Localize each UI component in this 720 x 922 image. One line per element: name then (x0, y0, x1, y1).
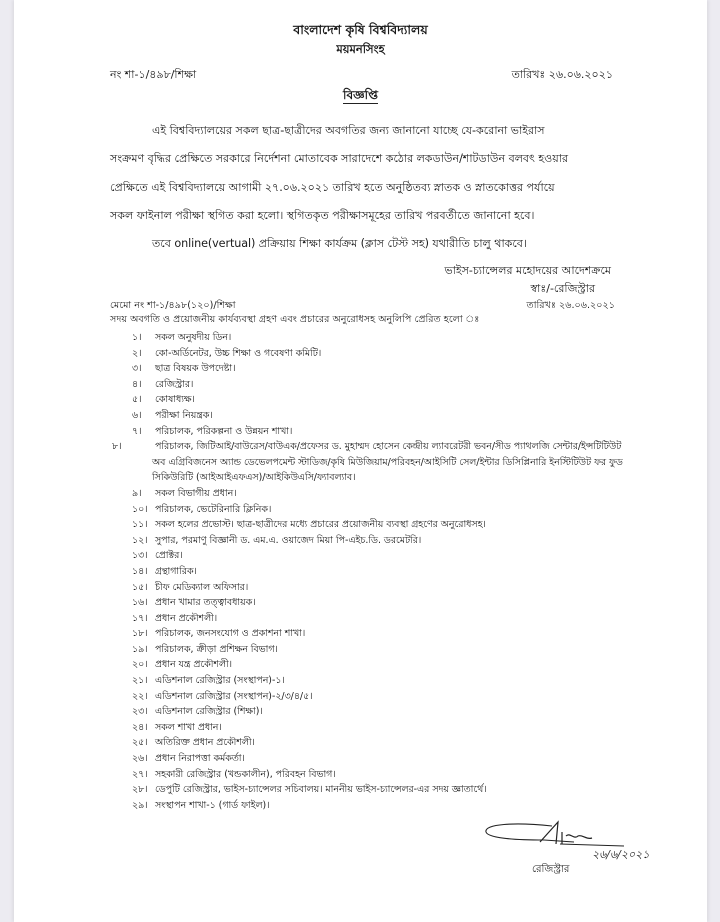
distribution-item-number: ১৬। (132, 597, 148, 609)
signature-date: ২৬/৬/২০২১ (592, 848, 650, 861)
distribution-item-text: প্রধান প্রকৌশলী। (154, 612, 218, 624)
distribution-item (132, 424, 632, 440)
distribution-item-text: গ্রন্থাগারিক। (154, 565, 197, 577)
distribution-item-number: ২৯। (132, 799, 148, 811)
distribution-item-number: ১১। (132, 519, 148, 531)
distribution-item (132, 580, 632, 596)
distribution-item-text: ছাত্র বিষয়ক উপদেষ্টা। (154, 363, 236, 375)
distribution-item-text: পরিচালক, ভেটেরিনারি ক্লিনিক। (154, 503, 272, 515)
distribution-item-number: ২৩। (132, 706, 148, 718)
distribution-item (132, 626, 632, 642)
distribution-item-text: প্রধান খামার তত্ত্বাবধায়ক। (154, 597, 256, 609)
distribution-item-text: ডেপুটি রেজিস্ট্রার, ভাইস-চ্যান্সেলর সচিবালয়। মাননীয় ভাইস-চ্যান্সেলর-এর সদয় জ্ঞাতার্থে। (154, 784, 487, 796)
distribution-item-number: ১৩। (132, 550, 148, 562)
distribution-item (132, 408, 632, 424)
distribution-item-number: ১২। (132, 534, 148, 546)
distribution-item (132, 564, 632, 580)
memo-date: তারিখঃ ২৬.০৬.২০২১ (526, 300, 615, 311)
distribution-item-number: ২১। (132, 675, 148, 687)
distribution-item-number: ২। (132, 347, 142, 359)
distribution-item-text: সুপার, পরমাণু বিজ্ঞানী ড. এম.এ. ওয়াজেদ মিয়া পি-এইচ.ডি. ডরমেটরি। (154, 534, 422, 546)
distribution-item-text: কোষাধ্যক্ষ। (154, 394, 195, 406)
distribution-item-text: পরিচালক, জিটিআই/বাউরেস/বাউএক/প্রফেসর ড. মুহাম্মদ হোসেন কেন্দ্রীয় ল্যাবরেটরী ভবন/সীড প্যাথলজি সেন্টার/ইন্সটিটিউট অব এগ্রিবিজনেস অ্যান্ড ডেভেলপমেন্ট স্টাডিজ/কৃষি মিউজিয়াম/পরিবহন/আইসিটি সেল/ইন্টার ডিসিপ্লিনারি ইনস্টিটিউট ফর ফুড সিকিউরিটি (আইআইএফএস)/আইকিউএসি/ফ্যাবল্যাব। (152, 441, 623, 484)
distribution-item-text: সকল শাখা প্রধান। (154, 721, 222, 733)
body-line-3: প্রেক্ষিতে এই বিশ্ববিদ্যালয়ে আগামী ২৭.০৬.২০২১ তারিখ হতে অনুষ্ঠিতব্য স্নাতক ও স্নাতকোত্তর পর্যায়ে (110, 181, 555, 194)
distribution-item-text: চীফ মেডিক্যাল অফিসার। (154, 581, 249, 593)
distribution-item (132, 548, 632, 564)
distribution-item-number: ২২। (132, 690, 148, 702)
distribution-item (132, 595, 632, 611)
reference-number: নং শা-১/৪৯৮/শিক্ষা (110, 68, 197, 81)
university-name: বাংলাদেশ কৃষি বিশ্ববিদ্যালয় (293, 22, 428, 37)
distribution-item (132, 735, 632, 751)
distribution-item-number: ২৮। (132, 784, 148, 796)
distribution-item-text: পরিচালক, জনসংযোগ ও প্রকাশনা শাখা। (154, 628, 306, 640)
memo-intro: সদয় অবগতি ও প্রয়োজনীয় কার্যব্যবস্থা গ্রহণ এবং প্রচারের অনুরোধসহ অনুলিপি প্রেরিত হলো ঃ (110, 314, 480, 325)
distribution-item (132, 704, 632, 720)
distribution-item-text: পরীক্ষা নিয়ন্ত্রক। (154, 409, 213, 421)
distribution-item-text: সহকারী রেজিস্ট্রার (খন্ডকালীন), পরিবহন বিভাগ। (154, 768, 336, 780)
distribution-item (132, 657, 632, 673)
notice-title-text: বিজ্ঞপ্তি (343, 88, 378, 102)
distribution-item-number: ৩। (132, 363, 142, 375)
notice-date: তারিখঃ ২৬.০৬.২০২১ (511, 68, 613, 81)
distribution-item-text: সকল হলের প্রভোস্ট। ছাত্র-ছাত্রীদের মধ্যে প্রচারের প্রয়োজনীয় ব্যবস্থা গ্রহণের অনুরোধসহ। (154, 519, 486, 531)
distribution-item-number: ১। (132, 332, 142, 343)
distribution-item-number: ১৮। (132, 628, 148, 640)
distribution-item-number: ৯। (132, 487, 142, 499)
distribution-item-text: প্রোক্টর। (154, 550, 183, 562)
distribution-item-text: সকল বিভাগীয় প্রধান। (154, 487, 237, 499)
distribution-item-text: এডিশনাল রেজিস্ট্রার (শিক্ষা)। (154, 706, 263, 718)
distribution-item-text: কো-অর্ডিনেটর, উচ্চ শিক্ষা ও গবেষণা কমিটি। (154, 347, 322, 359)
distribution-item-number: ১৫। (132, 581, 148, 593)
distribution-item-number: ২৭। (132, 768, 148, 780)
distribution-item-number: ১৭। (132, 612, 148, 624)
document-page (14, 0, 707, 922)
distribution-item (112, 439, 632, 486)
registrar-title: রেজিস্ট্রার (532, 864, 570, 875)
distribution-item-text: অতিরিক্ত প্রধান প্রকৌশলী। (154, 737, 255, 749)
distribution-item (132, 611, 632, 627)
distribution-item-number: ৬। (132, 409, 142, 421)
distribution-item (132, 798, 632, 814)
body-line-2: সংক্রমণ বৃদ্ধির প্রেক্ষিতে সরকারে নির্দেশনা মোতাবেক সারাদেশে কঠোর লকডাউন/শাটডাউন বলবৎ হওয়ার (110, 152, 569, 165)
distribution-item (132, 377, 632, 393)
distribution-item-number: ১০। (132, 503, 148, 515)
distribution-item (132, 392, 632, 408)
distribution-item-number: ২৫। (132, 737, 148, 749)
distribution-item-text: সংস্থাপন শাখা-১ (গার্ড ফাইল)। (154, 799, 270, 811)
distribution-item-number: ৮। (112, 441, 122, 453)
distribution-item (132, 782, 632, 798)
distribution-item-number: ৫। (132, 394, 142, 406)
distribution-item-text: প্রধান নিরাপত্তা কর্মকর্তা। (154, 753, 245, 765)
distribution-item-number: ৭। (132, 425, 142, 437)
distribution-item (132, 517, 632, 533)
distribution-item (132, 346, 632, 362)
memo-number: মেমো নং শা-১/৪৯৮(১২০)/শিক্ষা (110, 300, 236, 311)
distribution-item (132, 767, 632, 783)
signed-registrar: স্বাঃ/-রেজিস্ট্রার (530, 282, 595, 295)
distribution-item-text: সকল অনুষদীয় ডিন। (154, 332, 232, 343)
notice-title (14, 87, 707, 107)
distribution-item (132, 502, 632, 518)
distribution-item-number: ২৬। (132, 753, 148, 765)
distribution-item-text: এডিশনাল রেজিস্ট্রার (সংস্থাপন)-১। (154, 675, 285, 687)
city-name: ময়মনসিংহ (336, 42, 385, 56)
distribution-item (132, 673, 632, 689)
distribution-item-text: পরিচালক, ক্রীড়া প্রশিক্ষন বিভাগ। (154, 643, 278, 655)
distribution-item-text: পরিচালক, পরিকল্পনা ও উন্নয়ন শাখা। (154, 425, 293, 437)
body-line-5: তবে online(vertual) প্রক্রিয়ায় শিক্ষা কার্যক্রম (ক্লাস টেস্ট সহ) যথারীতি চালু থাকবে। (152, 237, 527, 250)
distribution-item-number: ২৪। (132, 721, 148, 733)
body-line-4: সকল ফাইনাল পরীক্ষা স্থগিত করা হলো। স্থগিতকৃত পরীক্ষাসমূহের তারিখ পরবর্তীতে জানানো হবে। (110, 209, 535, 222)
distribution-list (112, 330, 632, 813)
distribution-item (132, 533, 632, 549)
distribution-item-number: ১৯। (132, 643, 148, 655)
distribution-item (132, 720, 632, 736)
distribution-item-text: রেজিস্ট্রার। (154, 378, 194, 390)
distribution-item (132, 361, 632, 377)
distribution-item-text: প্রধান যন্ত্র প্রকৌশলী। (154, 659, 232, 671)
order-line: ভাইস-চ্যান্সেলর মহোদয়ের আদেশক্রমে (444, 264, 611, 277)
distribution-item (132, 689, 632, 705)
distribution-item-number: ২০। (132, 659, 148, 671)
body-line-1: এই বিশ্ববিদ্যালয়ের সকল ছাত্র-ছাত্রীদের অবগতির জন্য জানানো যাচ্ছে যে-করোনা ভাইরাস (152, 124, 545, 137)
distribution-item-text: এডিশনাল রেজিস্ট্রার (সংস্থাপন)-২/৩/৪/৫। (154, 690, 313, 702)
distribution-item (132, 642, 632, 658)
distribution-item (132, 486, 632, 502)
distribution-item-number: ১৪। (132, 565, 148, 577)
distribution-item (132, 330, 632, 346)
distribution-item (132, 751, 632, 767)
distribution-item-number: ৪। (132, 378, 142, 390)
